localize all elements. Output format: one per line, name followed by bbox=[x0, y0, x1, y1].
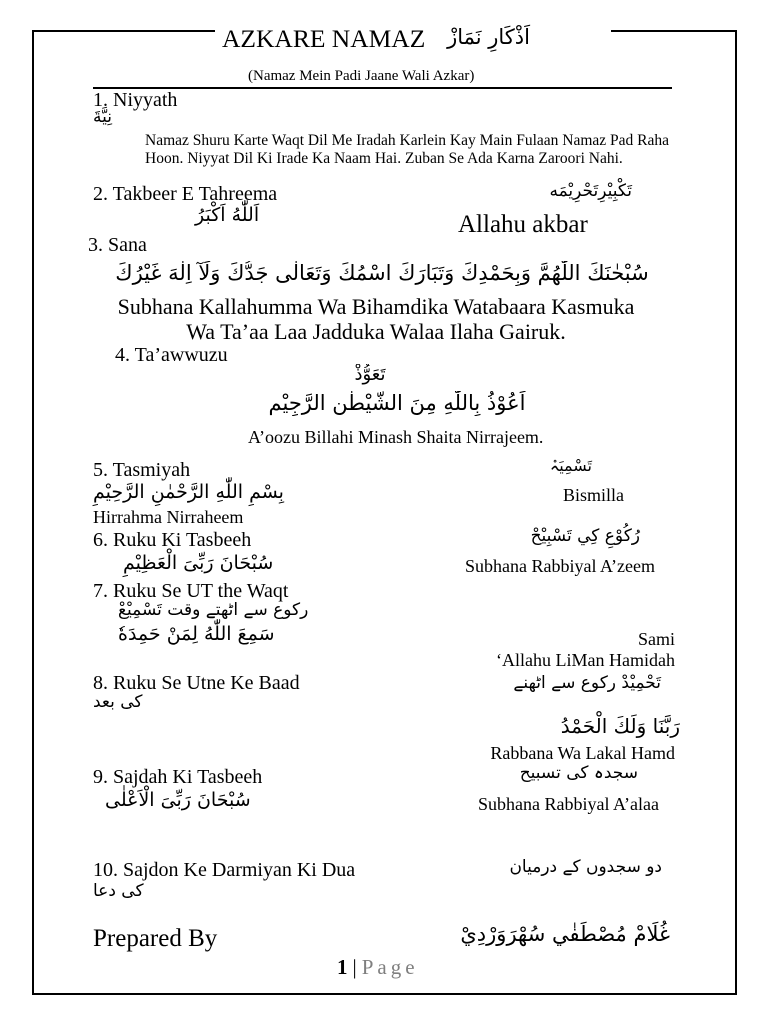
ruku-tasbeeh-transliteration: Subhana Rabbiyal A’zeem bbox=[465, 556, 655, 576]
tasmiyah-transliteration-end: Hirrahma Nirraheem bbox=[93, 507, 244, 527]
ruku-tasbeeh-arabic: سُبْحَانَ رَبِّیَ الْعَظِيْمِ bbox=[123, 552, 274, 574]
qawma-transliteration-line2: ‘Allahu LiMan Hamidah bbox=[496, 650, 675, 670]
tahmeed-transliteration: Rabbana Wa Lakal Hamd bbox=[490, 743, 675, 763]
takbeer-arabic-label: تَكْبِيْرِتَحْرِيْمَه bbox=[549, 181, 632, 201]
title-underline bbox=[93, 87, 672, 89]
niyyath-arabic: نِيَّةَ bbox=[93, 107, 112, 127]
page-border-top-left bbox=[32, 30, 215, 32]
page-title: AZKARE NAMAZ bbox=[222, 24, 426, 53]
tahmeed-urdu-label: تَحْمِيْدْ رکوع سے اٹھنے bbox=[513, 673, 661, 693]
tasmiyah-heading: 5. Tasmiyah bbox=[93, 459, 191, 481]
taawwuz-transliteration: A’oozu Billahi Minash Shaita Nirrajeem. bbox=[248, 427, 544, 447]
sana-arabic: سُبْحٰنَكَ اللّٰهُمَّ وَبِحَمْدِكَ وَتَبَارَكَ اسْمُكَ وَتَعَالٰى جَدُّكَ وَلَآ اِلٰهَ غَيْرُكَ bbox=[115, 261, 649, 285]
tahmeed-arabic: رَبَّنَا وَلَكَ الْحَمْدُ bbox=[560, 714, 680, 738]
jalsa-urdu-label: دو سجدوں کے درمیان bbox=[509, 857, 662, 877]
page-subtitle: (Namaz Mein Padi Jaane Wali Azkar) bbox=[248, 68, 475, 84]
sajdah-tasbeeh-urdu-label: سجدہ کی تسبیح bbox=[519, 763, 638, 783]
page-border-top-right bbox=[611, 30, 737, 32]
takbeer-arabic: اَللّٰهُ اَكْبَرُ bbox=[195, 204, 260, 226]
taawwuz-heading: 4. Ta’awwuzu bbox=[115, 344, 228, 366]
sana-transliteration: Subhana Kallahumma Wa Bihamdika Watabaara Kasmuka Wa Ta’aa Laa Jadduka Walaa Ilaha Gairuk. bbox=[117, 294, 635, 344]
page-label: Page bbox=[361, 955, 419, 979]
taawwuz-arabic: اَعُوْذُ بِاللّٰهِ مِنَ الشَّيْطٰنِ الرَّجِيْمِ bbox=[268, 391, 526, 415]
taawwuz-arabic-label: تَعَوُّذْ bbox=[354, 364, 386, 385]
niyyath-heading: 1. Niyyath bbox=[93, 89, 178, 111]
sajdah-tasbeeh-arabic: سُبْحَانَ رَبِّیَ الْاَعْلٰی bbox=[105, 789, 251, 811]
jalsa-urdu-label-continued: کی دعا bbox=[93, 881, 144, 901]
tahmeed-heading: 8. Ruku Se Utne Ke Baad bbox=[93, 672, 300, 694]
page-separator: | bbox=[352, 955, 357, 979]
qawma-arabic: سَمِعَ اللّٰهُ لِمَنْ حَمِدَهٗ bbox=[118, 623, 275, 645]
page-number: 1 bbox=[337, 955, 348, 979]
sajdah-tasbeeh-heading: 9. Sajdah Ki Tasbeeh bbox=[93, 766, 263, 788]
sana-heading: 3. Sana bbox=[88, 234, 147, 256]
page-footer bbox=[337, 955, 419, 980]
tasmiyah-arabic-label: تَسْمِيَہْ bbox=[549, 456, 592, 475]
author-name: غُلَامْ مُصْطَفٰي سُهْرَوَرْدِيْ bbox=[460, 922, 670, 946]
qawma-heading: 7. Ruku Se UT the Waqt bbox=[93, 580, 289, 602]
tasmiyah-arabic: بِسْمِ اللّٰهِ الرَّحْمٰنِ الرَّحِيْمِ bbox=[93, 481, 284, 503]
prepared-by-label: Prepared By bbox=[93, 925, 218, 952]
tahmeed-urdu-label-continued: کی بعد bbox=[93, 692, 143, 712]
qawma-transliteration-line1: Sami bbox=[637, 629, 675, 649]
sajdah-tasbeeh-transliteration: Subhana Rabbiyal A’alaa bbox=[478, 794, 659, 814]
jalsa-heading: 10. Sajdon Ke Darmiyan Ki Dua bbox=[93, 859, 356, 881]
ruku-tasbeeh-heading: 6. Ruku Ki Tasbeeh bbox=[93, 529, 252, 551]
takbeer-transliteration: Allahu akbar bbox=[458, 211, 588, 238]
page-title-arabic: اَذْكَارِ نَمَازْ bbox=[447, 25, 530, 49]
ruku-tasbeeh-urdu-label: رُكُوْعِ كِي تَسْبِيْحْ bbox=[530, 526, 640, 546]
tasmiyah-transliteration-start: Bismilla bbox=[563, 485, 625, 505]
takbeer-heading: 2. Takbeer E Tahreema bbox=[93, 183, 278, 205]
niyyath-description: Namaz Shuru Karte Waqt Dil Me Iradah Karlein Kay Main Fulaan Namaz Pad Raha Hoon. Niyyat Dil Ki Irade Ka Naam Hai. Zuban Se Ada Karna Zaroori Nahi. bbox=[145, 132, 670, 167]
qawma-urdu-label: رکوع سے اٹھتے وقت تَسْمِيْعْ bbox=[118, 600, 309, 620]
